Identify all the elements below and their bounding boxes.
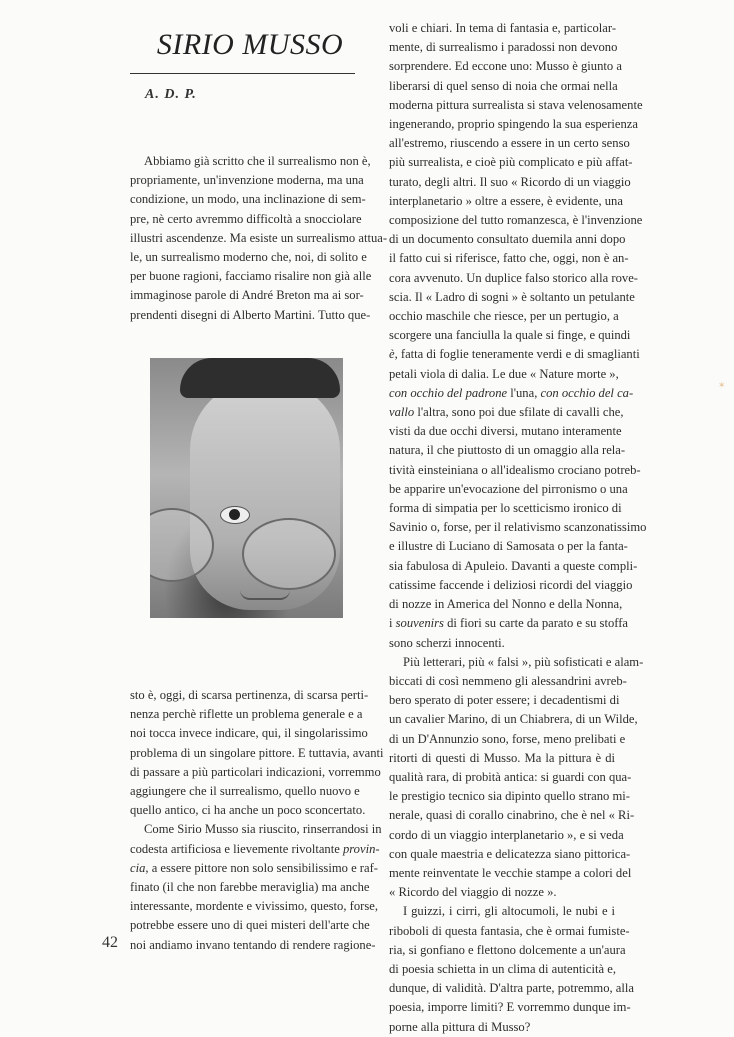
right-column (389, 19, 647, 1037)
text-line: noi tocca invece indicare, qui, il singolarissimo (130, 726, 368, 741)
text-line: immaginose parole di André Breton ma ai sor- (130, 288, 364, 303)
text-line: quello antico, ci ha anche un poco sconcertato. (130, 803, 366, 818)
text-line: visti da due occhi diversi, mutano interamente (389, 424, 622, 439)
text-line: bero sperato di poter essere; i decadentismi di (389, 693, 620, 708)
text-line: interessante, mordente e vivissimo, questo, forse, (130, 899, 378, 914)
text-line: aggiungere che il surrealismo, quello nuovo e (130, 784, 360, 799)
text-line: mente, di surrealismo i paradossi non devono (389, 40, 618, 55)
text-line: ingenerando, proprio spingendo la sua esperienza (389, 117, 638, 132)
text-line: cora avvenuto. Un duplice falso storico alla rove- (389, 270, 638, 285)
text-line: turato, degli altri. Il suo « Ricordo di un viaggio (389, 174, 631, 189)
text-line: vallo l'altra, sono poi due sfilate di cavalli che, (389, 405, 624, 420)
text-line: mente reinventate le vecchie stampe a colori del (389, 865, 632, 880)
text-line: liberarsi di quel senso di noia che ormai nella (389, 78, 618, 93)
text-line: all'estremo, riuscendo a essere in un certo senso (389, 136, 630, 151)
text-line: con quale maestria e delicatezza siano pittorica- (389, 846, 631, 861)
text-line: moderna pittura surrealista si stava velenosamente (389, 97, 643, 112)
text-line: occhio maschile che riesce, per un pertugio, a (389, 309, 619, 324)
text-line: è, fatta di foglie teneramente verdi e di smaglianti (389, 347, 640, 362)
text-line: I guizzi, i cirri, gli altocumoli, le nubi e i (403, 904, 615, 919)
text-line: Più letterari, più « falsi », più sofisticati e alam- (403, 654, 644, 669)
text-line: problema di un singolare pittore. E tuttavia, avanti (130, 745, 384, 760)
text-line: sono scherzi innocenti. (389, 635, 505, 650)
text-line: di poesia schietta in un clima di autenticità e, (389, 961, 616, 976)
text-line: « Ricordo del viaggio di nozze ». (389, 885, 557, 900)
text-line: illustri ascendenze. Ma esiste un surrealismo attua- (130, 230, 388, 245)
page-number: 42 (102, 934, 118, 951)
text-line: pre, nè certo avremmo difficoltà a snocciolare (130, 211, 362, 226)
text-line: composizione del tutto romanzesca, è l'invenzione (389, 213, 643, 228)
text-line: ria, si gonfiano e flettono dolcemente a un'aura (389, 942, 626, 957)
text-line: finato (il che non farebbe meraviglia) ma anche (130, 880, 370, 895)
text-line: il fatto cui si riferisce, fatto che, oggi, non è an- (389, 251, 629, 266)
text-line: Come Sirio Musso sia riuscito, rinserrandosi in (144, 822, 382, 837)
text-line: petali viola di dalia. Le due « Nature morte », (389, 366, 619, 381)
text-line: con occhio del padrone l'una, con occhio del ca- (389, 385, 634, 400)
text-line: condizione, un modo, una inclinazione di sem- (130, 192, 366, 207)
text-line: dunque, di validità. D'altra parte, potremmo, alla (389, 981, 634, 996)
left-column-bottom (130, 686, 384, 955)
text-line: scorgere una fanciulla la quale si finge, e quindi (389, 328, 631, 343)
portrait-photo (150, 358, 343, 618)
text-line: riboboli di questa fantasia, che è ormai fumiste- (389, 923, 630, 938)
text-line: nerale, quasi di corallo cinabrino, che è nel « Ri- (389, 808, 635, 823)
text-line: di nozze in America del Nonno e della Nonna, (389, 597, 623, 612)
text-line: cordo di un viaggio interplanetario », e si veda (389, 827, 624, 842)
text-line: di un documento consultato duemila anni dopo (389, 232, 626, 247)
left-column-top (130, 152, 388, 325)
text-line: propriamente, un'invenzione moderna, ma una (130, 173, 364, 188)
text-line: i souvenirs di fiori su carte da parato e su stoffa (389, 616, 628, 631)
text-line: biccati di così nemmeno gli alessandrini avreb- (389, 673, 627, 688)
text-line: Savinio o, forse, per il relativismo scanzonatissimo (389, 520, 647, 535)
article-author: A. D. P. (145, 87, 197, 102)
text-line: poesia, imporre limiti? E vorremmo dunque im- (389, 1000, 631, 1015)
text-line: scia. Il « Ladro di sogni » è soltanto un petulante (389, 289, 635, 304)
text-line: di passare a più particolari indicazioni, vorremmo (130, 764, 381, 779)
text-line: natura, il che piuttosto di un omaggio alla rela- (389, 443, 626, 458)
text-line: be apparire un'evocazione del pirronismo o una (389, 481, 628, 496)
text-line: di un D'Annunzio sono, forse, meno prelibati e (389, 731, 626, 746)
text-line: sto è, oggi, di scarsa pertinenza, di scarsa perti- (130, 688, 369, 702)
text-line: voli e chiari. In tema di fantasia e, particolar- (389, 21, 617, 35)
text-line: noi andiamo invano tentando di rendere ragione- (130, 937, 376, 952)
text-line: sorprendere. Ed eccone uno: Musso è giunto a (389, 59, 622, 74)
text-line: Abbiamo già scritto che il surrealismo non è, (144, 154, 371, 168)
text-line: forma di simpatia per lo scetticismo ironico di (389, 501, 622, 516)
text-line: più surrealista, e cioè più complicato e più affat- (389, 155, 633, 170)
photo-eye (220, 506, 250, 524)
photo-hair (180, 358, 340, 398)
photo-mouth (240, 590, 290, 600)
text-line: potrebbe essere uno di quei misteri dell'arte che (130, 918, 370, 933)
title-rule (130, 73, 355, 74)
text-line: interplanetario » oltre a essere, è evidente, una (389, 193, 623, 208)
text-line: per buone ragioni, facciamo risalire non già alle (130, 269, 372, 284)
text-line: cia, a essere pittore non solo sensibilissimo e raf- (130, 860, 378, 875)
text-line: sia fabulosa di Apuleio. Davanti a queste compli- (389, 558, 638, 573)
article-title: SIRIO MUSSO (156, 28, 344, 61)
text-line: tività einsteiniana o all'idealismo crociano potreb- (389, 462, 641, 477)
text-line: un cavalier Marino, di un Chiabrera, di un Wilde, (389, 712, 638, 727)
paper-speck-mark: ✶ (718, 380, 726, 390)
text-line: qualità rara, di probità antica: si guardi con qua- (389, 769, 632, 784)
text-line: ritorti di questi di Musso. Ma la pittura è di (389, 750, 615, 765)
text-line: le prestigio tecnico sia dipinto quello strano mi- (389, 789, 630, 804)
photo-glasses-lens-right (242, 518, 336, 590)
text-line: nenza perchè riflette un problema generale e a (130, 707, 363, 722)
text-line: catissime faccende i deliziosi ricordi del viaggio (389, 577, 633, 592)
text-line: codesta artificiosa e lievemente rivoltante provin- (130, 841, 380, 856)
text-line: le, un surrealismo moderno che, noi, di solito e (130, 250, 367, 265)
text-line: e illustre di Luciano di Samosata o per la fanta- (389, 539, 628, 554)
text-line: prendenti disegni di Alberto Martini. Tutto que- (130, 307, 371, 322)
text-line: porne alla pittura di Musso? (389, 1019, 531, 1034)
